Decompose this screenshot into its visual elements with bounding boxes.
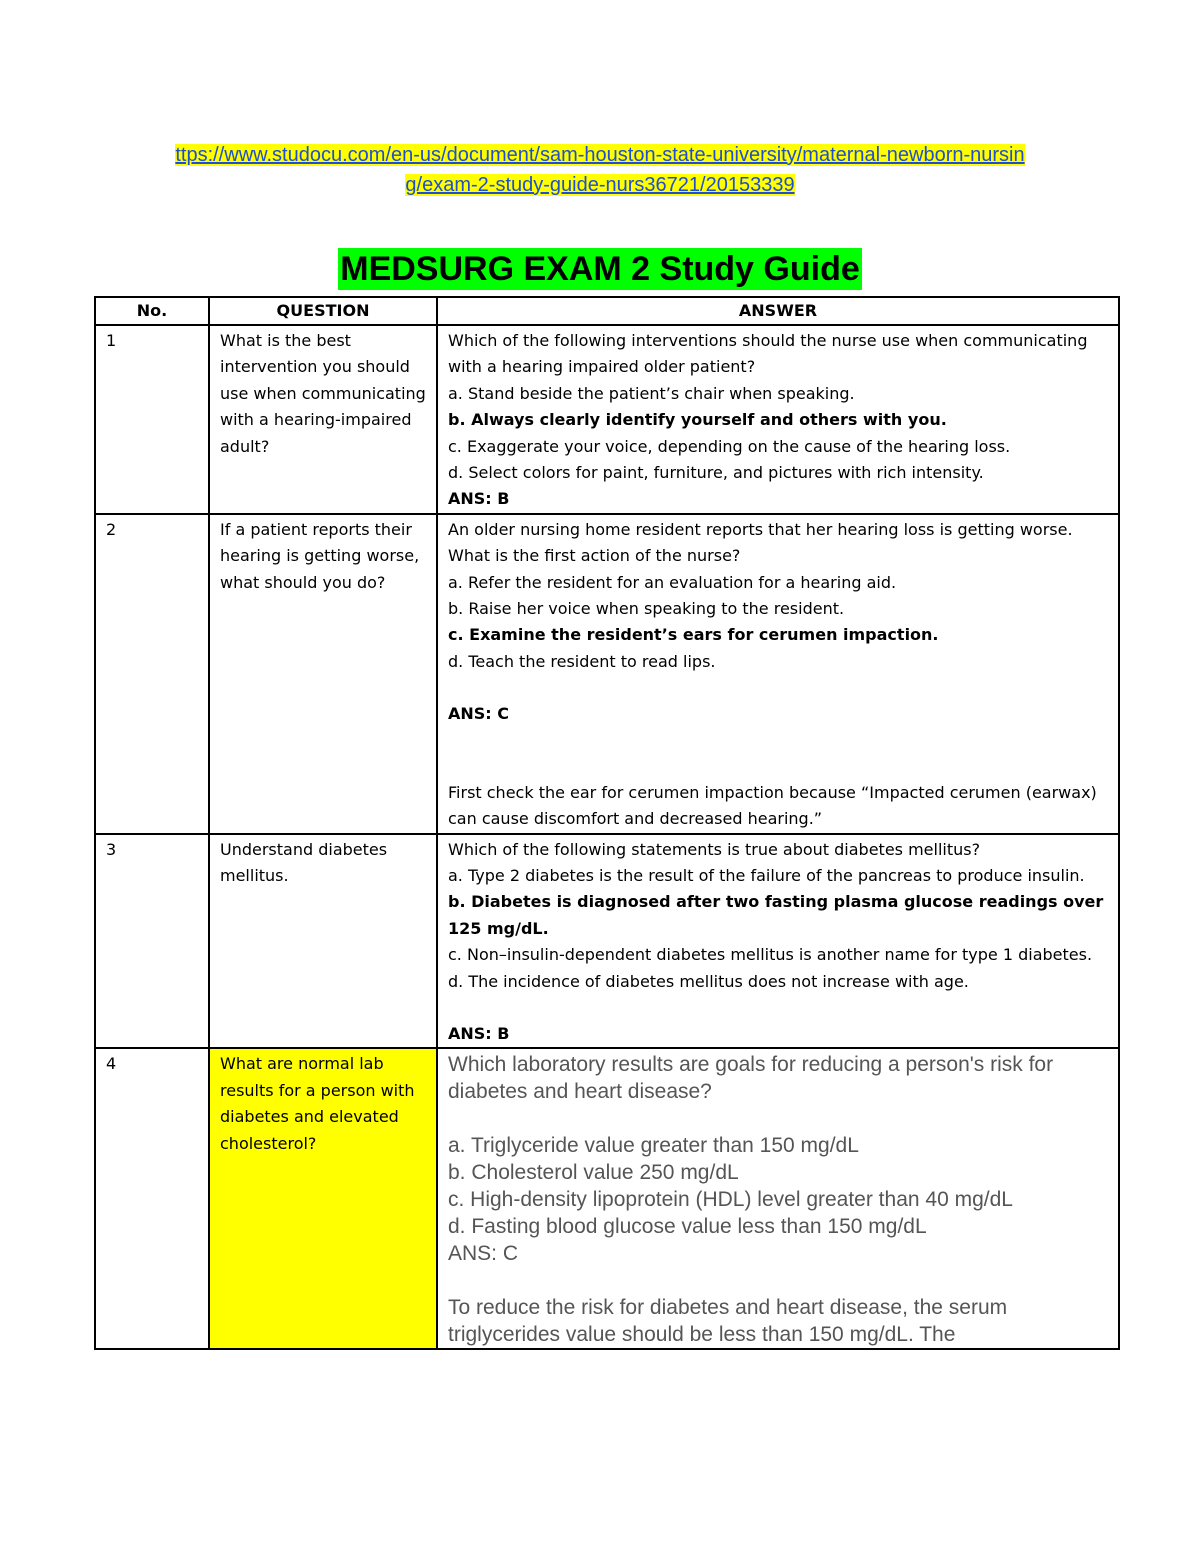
option-b-correct: b. Always clearly identify yourself and others with you. bbox=[448, 410, 947, 430]
option-d: d. Select colors for paint, furniture, and pictures with rich intensity. bbox=[448, 463, 984, 483]
question-cell-highlighted: What are normal lab results for a person with diabetes and elevated cholesterol? bbox=[209, 1048, 437, 1349]
question-stem: Which laboratory results are goals for reducing a person's risk for diabetes and heart disease? bbox=[448, 1053, 1054, 1104]
answer-cell bbox=[437, 1048, 1119, 1349]
answer-cell bbox=[437, 514, 1119, 834]
option-d: d. Teach the resident to read lips. bbox=[448, 651, 716, 671]
source-url-line-1[interactable]: ttps://www.studocu.com/en-us/document/sam-houston-state-university/maternal-newborn-nursin bbox=[175, 144, 1025, 166]
table-row bbox=[95, 834, 1119, 1049]
option-d: d. Fasting blood glucose value less than 150 mg/dL bbox=[448, 1215, 927, 1239]
answer-cell bbox=[437, 834, 1119, 1049]
source-url[interactable] bbox=[0, 140, 1200, 200]
row-number: 3 bbox=[95, 834, 209, 1049]
row-number: 2 bbox=[95, 514, 209, 834]
question-stem: Which of the following interventions should the nurse use when communicating with a hearing impaired older patient? bbox=[448, 331, 1088, 377]
option-a: a. Stand beside the patient’s chair when speaking. bbox=[448, 383, 855, 403]
option-c: c. Exaggerate your voice, depending on the cause of the hearing loss. bbox=[448, 436, 1011, 456]
option-d: d. The incidence of diabetes mellitus does not increase with age. bbox=[448, 971, 969, 991]
option-a: a. Type 2 diabetes is the result of the failure of the pancreas to produce insulin. bbox=[448, 865, 1085, 885]
option-c: c. High-density lipoprotein (HDL) level greater than 40 mg/dL bbox=[448, 1188, 1013, 1212]
row-number: 4 bbox=[95, 1048, 209, 1349]
table-header-row bbox=[95, 297, 1119, 325]
answer-explanation: To reduce the risk for diabetes and heart disease, the serum triglycerides value should be less than 150 mg/dL. The bbox=[448, 1296, 1008, 1347]
option-b-correct: b. Diabetes is diagnosed after two fasting plasma glucose readings over 125 mg/dL. bbox=[448, 892, 1104, 938]
answer-explanation: First check the ear for cerumen impaction because “Impacted cerumen (earwax) can cause discomfort and decreased hearing.” bbox=[448, 782, 1097, 829]
answer-key: ANS: C bbox=[448, 704, 510, 724]
table-row bbox=[95, 1048, 1119, 1349]
question-cell: If a patient reports their hearing is getting worse, what should you do? bbox=[209, 514, 437, 834]
row-number: 1 bbox=[95, 325, 209, 514]
question-cell: What is the best intervention you should use when communicating with a hearing-impaired adult? bbox=[209, 325, 437, 514]
question-cell: Understand diabetes mellitus. bbox=[209, 834, 437, 1049]
answer-key: ANS: B bbox=[448, 1023, 510, 1043]
option-b: b. Cholesterol value 250 mg/dL bbox=[448, 1161, 739, 1185]
option-a: a. Triglyceride value greater than 150 mg/dL bbox=[448, 1134, 859, 1158]
answer-cell bbox=[437, 325, 1119, 514]
page-title: MEDSURG EXAM 2 Study Guide bbox=[340, 250, 860, 288]
header-no: No. bbox=[95, 297, 209, 325]
question-stem: Which of the following statements is true about diabetes mellitus? bbox=[448, 839, 981, 859]
header-question: QUESTION bbox=[209, 297, 437, 325]
option-c-correct: c. Examine the resident’s ears for cerumen impaction. bbox=[448, 625, 939, 645]
source-url-line-2[interactable]: g/exam-2-study-guide-nurs36721/20153339 bbox=[405, 174, 795, 196]
option-b: b. Raise her voice when speaking to the resident. bbox=[448, 599, 845, 619]
study-guide-table bbox=[94, 296, 1120, 1350]
answer-key: ANS: C bbox=[448, 1242, 519, 1266]
option-c: c. Non–insulin-dependent diabetes mellitus is another name for type 1 diabetes. bbox=[448, 945, 1093, 965]
table-row bbox=[95, 514, 1119, 834]
question-stem: An older nursing home resident reports that her hearing loss is getting worse. What is the first action of the nurse? bbox=[448, 519, 1073, 566]
table-row bbox=[95, 325, 1119, 514]
option-a: a. Refer the resident for an evaluation for a hearing aid. bbox=[448, 572, 897, 592]
answer-key: ANS: B bbox=[448, 489, 510, 509]
header-answer: ANSWER bbox=[437, 297, 1119, 325]
